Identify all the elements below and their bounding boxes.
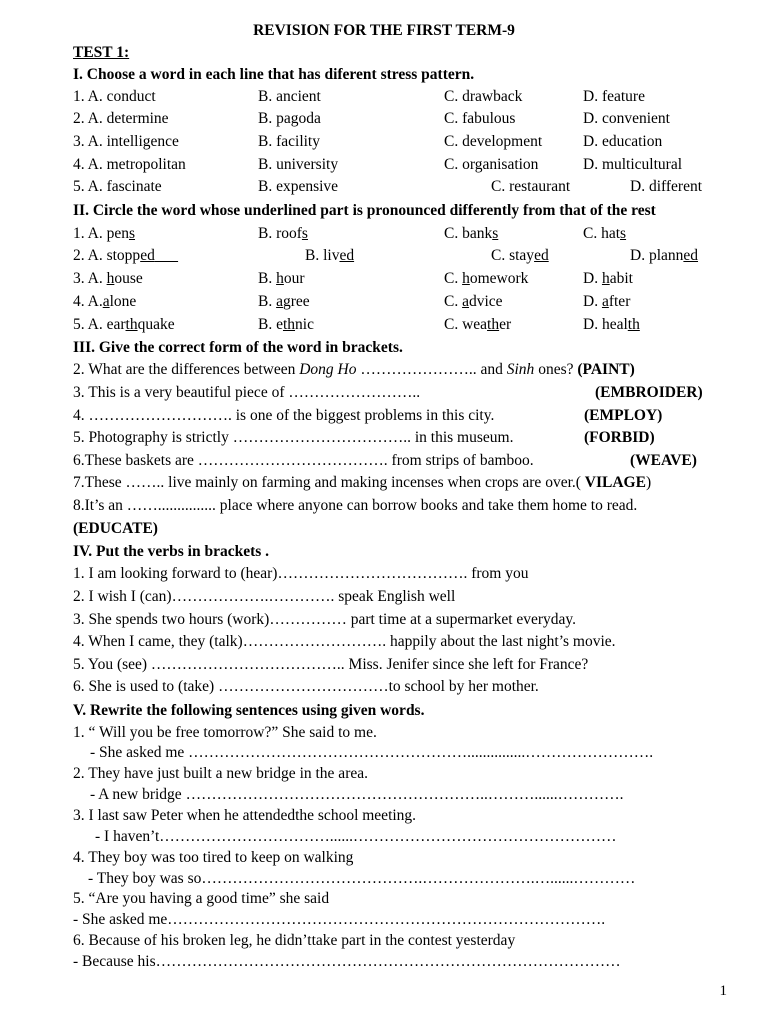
rewrite-q1: 1. “ Will you be free tomorrow?” She said to me. — [73, 724, 377, 741]
option-c: C. development — [444, 133, 543, 150]
option-a: 2. A. stopped — [73, 247, 155, 264]
verb-q2: 2. I wish I (can)……………….…………. speak English well — [73, 588, 456, 605]
option-b: B. ancient — [258, 88, 321, 105]
word-form-q6: 6.These baskets are ………………………………. from strips of bamboo. (WEAVE) — [73, 452, 697, 469]
option-c: C. organisation — [444, 156, 539, 173]
option-a: 4. A.alone — [73, 293, 137, 310]
section-1-heading: I. Choose a word in each line that has diferent stress pattern. — [73, 66, 475, 83]
verb-q4: 4. When I came, they (talk)………………………. happily about the last night’s movie. — [73, 633, 616, 650]
bracket-word: (FORBID) — [584, 429, 655, 446]
stress-row-4 — [73, 155, 753, 175]
page-number: 1 — [719, 983, 727, 999]
verb-q1: 1. I am looking forward to (hear)………………………………. from you — [73, 565, 529, 582]
option-a: 5. A. earthquake — [73, 316, 175, 333]
option-b: B. hour — [258, 270, 305, 287]
option-c: C. banks — [444, 225, 499, 242]
option-c: C. fabulous — [444, 110, 516, 127]
stress-row-2 — [73, 109, 753, 129]
pron-row-5 — [73, 315, 753, 335]
section-2-heading: II. Circle the word whose underlined part is pronounced differently from that of the rest — [73, 202, 656, 219]
option-c: C. advice — [444, 293, 503, 310]
word-form-q4: 4. ………………………. is one of the biggest problems in this city. (EMPLOY) — [73, 407, 663, 424]
option-d: D. after — [583, 293, 631, 310]
rewrite-a6: - Because his……………………………………………………………………………… — [73, 953, 621, 970]
rewrite-a5: - She asked me…………………………………………………………………………. — [73, 911, 606, 928]
option-a: 1. A. pens — [73, 225, 136, 242]
verb-q6: 6. She is used to (take) ……………………………to school by her mother. — [73, 678, 539, 695]
option-c: C. stayed — [491, 247, 549, 264]
word-form-q8-bracket: (EDUCATE) — [73, 520, 158, 537]
verb-q3: 3. She spends two hours (work)…………… part time at a supermarket everyday. — [73, 611, 577, 628]
option-b: B. facility — [258, 133, 320, 150]
section-3-heading: III. Give the correct form of the word in brackets. — [73, 339, 403, 356]
pron-row-3 — [73, 269, 753, 289]
option-a: 4. A. metropolitan — [73, 156, 186, 173]
rewrite-a3: - I haven’t……………………………......…………………………………………… — [95, 828, 617, 845]
section-5-heading: V. Rewrite the following sentences using given words. — [73, 702, 425, 719]
option-d: D. different — [630, 178, 703, 195]
stress-row-5 — [73, 177, 753, 197]
option-b: B. university — [258, 156, 339, 173]
word-form-q3: 3. This is a very beautiful piece of …………………….. (EMBROIDER) — [73, 384, 703, 401]
stress-row-1 — [73, 87, 753, 107]
pron-row-4 — [73, 292, 753, 312]
verb-q5: 5. You (see) ……………………………….. Miss. Jenifer since she left for France? — [73, 656, 589, 673]
test-label: TEST 1: — [73, 44, 130, 61]
page-title: REVISION FOR THE FIRST TERM-9 — [253, 22, 515, 39]
option-c: C. restaurant — [491, 178, 571, 195]
rewrite-a2: - A new bridge …………………………………………………..………......…………. — [90, 786, 624, 803]
option-d: C. hats — [583, 225, 627, 242]
option-c: C. weather — [444, 316, 512, 333]
option-a: 3. A. intelligence — [73, 133, 179, 150]
option-c: C. drawback — [444, 88, 523, 105]
option-b: B. ethnic — [258, 316, 314, 333]
rewrite-a4: - They boy was so…………………………………….………………….…......………… — [88, 870, 636, 887]
option-b: B. roofs — [258, 225, 308, 242]
option-a: 5. A. fascinate — [73, 178, 162, 195]
option-b: B. expensive — [258, 178, 339, 195]
rewrite-q3: 3. I last saw Peter when he attendedthe school meeting. — [73, 807, 417, 824]
option-a: 1. A. conduct — [73, 88, 156, 105]
rewrite-a1: - She asked me ………………………………………………...............……………………. — [90, 744, 654, 761]
rewrite-q2: 2. They have just built a new bridge in the area. — [73, 765, 368, 782]
word-form-q5: 5. Photography is strictly …………………………….. in this museum. (FORBID) — [73, 429, 655, 446]
option-d: D. health — [583, 316, 640, 333]
option-b: B. agree — [258, 293, 310, 310]
rewrite-q6: 6. Because of his broken leg, he didn’ttake part in the contest yesterday — [73, 932, 516, 949]
option-a: 3. A. house — [73, 270, 143, 287]
option-d: D. convenient — [583, 110, 670, 127]
word-form-q2: 2. What are the differences between Dong Ho ………………….. and Sinh ones? (PAINT) — [73, 361, 635, 378]
option-b: B. lived — [305, 247, 355, 264]
option-d: D. feature — [583, 88, 645, 105]
option-c: C. homework — [444, 270, 529, 287]
rewrite-q5: 5. “Are you having a good time” she said — [73, 890, 330, 907]
option-d: D. multicultural — [583, 156, 683, 173]
option-d: D. planned — [630, 247, 699, 264]
bracket-word: (WEAVE) — [630, 452, 697, 469]
option-d: D. habit — [583, 270, 633, 287]
word-form-q7: 7.These …….. live mainly on farming and making incenses when crops are over.( VILAGE) — [73, 474, 652, 491]
rewrite-q4: 4. They boy was too tired to keep on walking — [73, 849, 354, 866]
stress-row-3 — [73, 132, 753, 152]
option-d: D. education — [583, 133, 663, 150]
bracket-word: (EMBROIDER) — [595, 384, 703, 401]
option-a: 2. A. determine — [73, 110, 169, 127]
word-form-q8: 8.It’s an ……............... place where anyone can borrow books and take them home to read. — [73, 497, 638, 514]
pron-row-2 — [73, 246, 753, 266]
pron-row-1 — [73, 224, 753, 244]
section-4-heading: IV. Put the verbs in brackets . — [73, 543, 270, 560]
bracket-word: (EMPLOY) — [584, 407, 663, 424]
option-b: B. pagoda — [258, 110, 321, 127]
